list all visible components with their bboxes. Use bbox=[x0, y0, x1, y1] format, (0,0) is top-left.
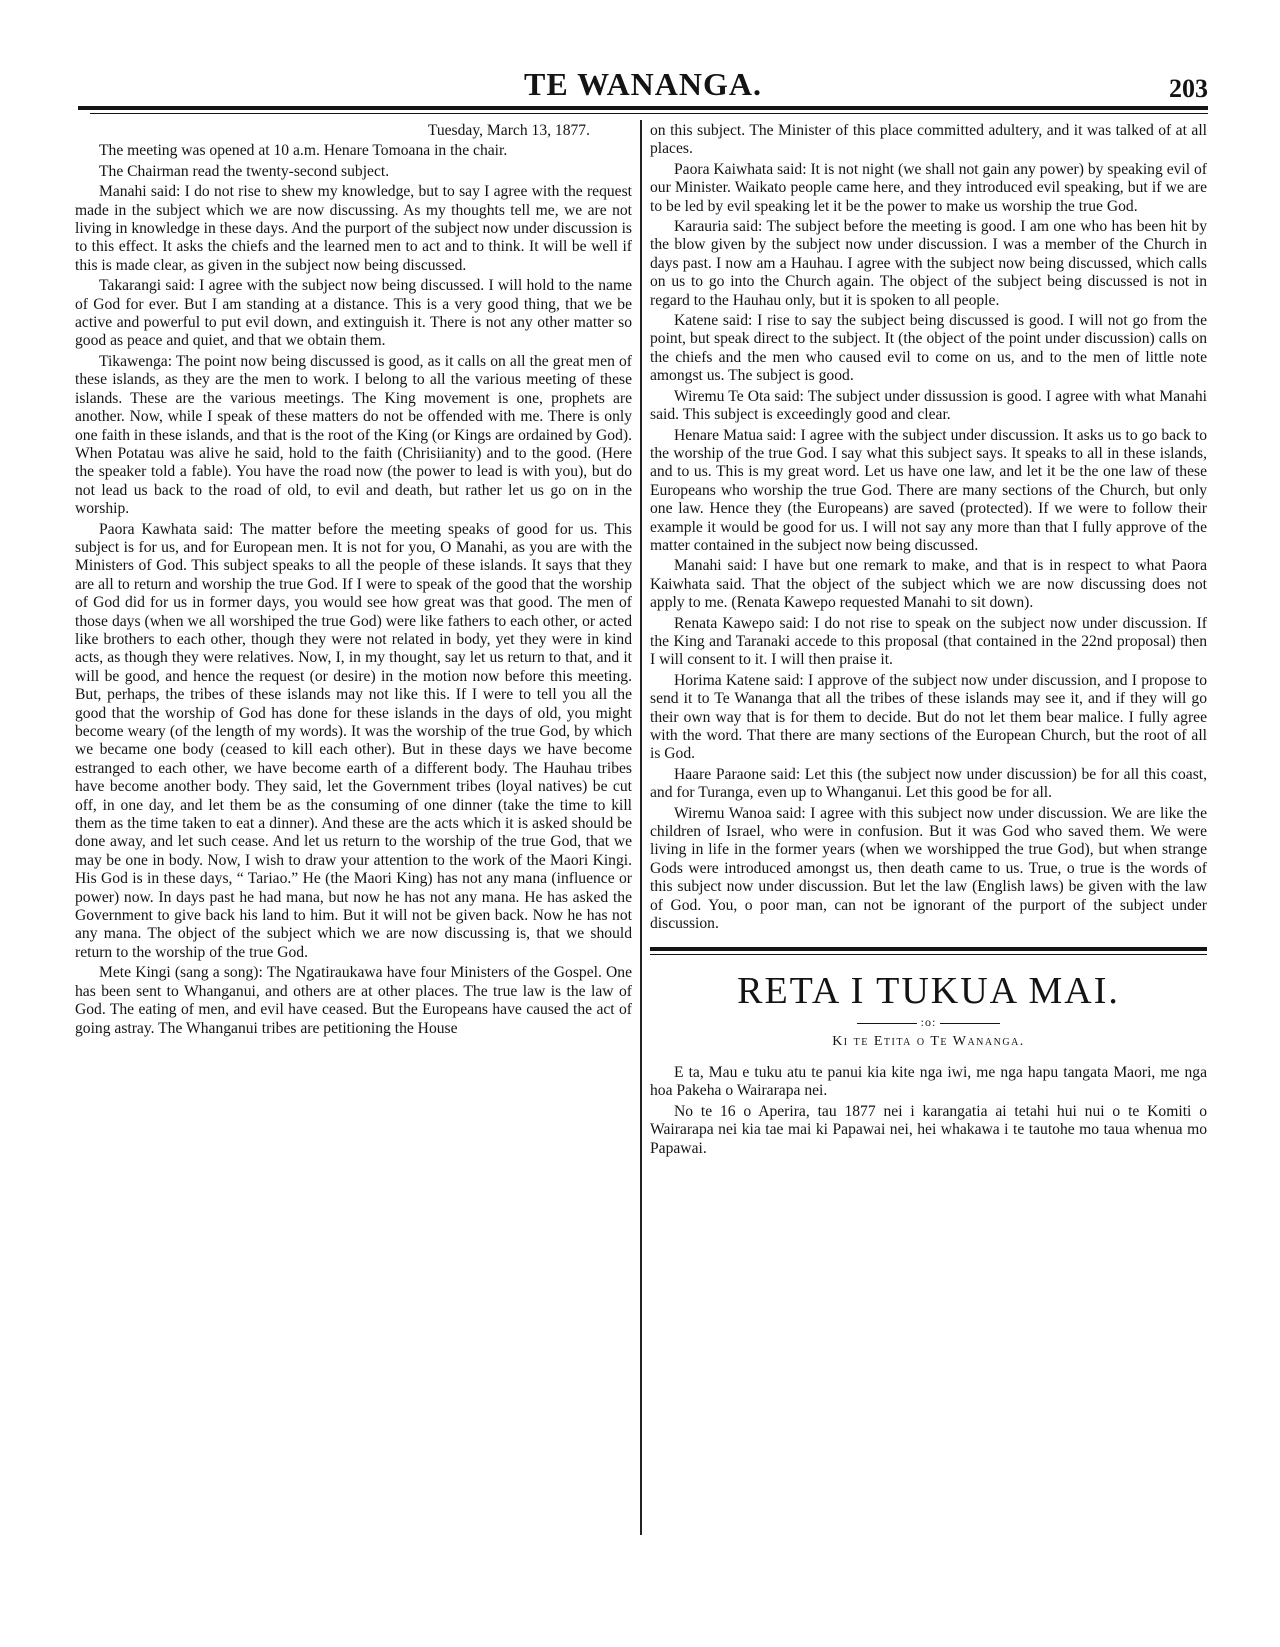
paragraph: Manahi said: I have but one remark to make, and that is in respect to what Paora Kaiwhata said. That the object of the subject which we are now discussing does not apply to me. (Renata Kawepo requested Manahi to sit down). bbox=[650, 557, 1207, 612]
paragraph: Paora Kaiwhata said: It is not night (we shall not gain any power) by speaking evil of our Minister. Waikato people came here, and they introduced evil speaking, but if we are to be led by evil speaking let it be the power to make us worship the true God. bbox=[650, 160, 1207, 215]
paragraph: Karauria said: The subject before the meeting is good. I am one who has been hit by the blow given by the subject now under discussion. I was a member of the Church in days past. I now am a Hauhau. I agree with the subject now being discussed, which calls on us to go into the Church again. The object of the subject being discussed is not in regard to the Hauhau only, but it is spoken to all people. bbox=[650, 218, 1207, 309]
right-column bbox=[650, 122, 1207, 1527]
section-rule bbox=[650, 947, 1207, 951]
paragraph: The meeting was opened at 10 a.m. Henare Tomoana in the chair. bbox=[99, 142, 508, 160]
header-rule bbox=[78, 106, 1208, 110]
left-column bbox=[75, 122, 632, 1527]
paragraph: E ta, Mau e tuku atu te panui kia kite nga iwi, me nga hapu tangata Maori, me nga hoa Pakeha o Wairarapa nei. bbox=[650, 1063, 1207, 1100]
paragraph: Haare Paraone said: Let this (the subject now under discussion) be for all this coast, and for Turanga, even up to Whanganui. Let this good be for all. bbox=[650, 765, 1207, 802]
meeting-date: Tuesday, March 13, 1877. bbox=[427, 122, 590, 139]
divider-line bbox=[940, 1023, 1000, 1024]
reta-heading: RETA I TUKUA MAI. bbox=[737, 970, 1120, 1013]
divider-line bbox=[857, 1023, 917, 1024]
column-divider bbox=[640, 120, 642, 1535]
paragraph: Mete Kingi (sang a song): The Ngatiraukawa have four Ministers of the Gospel. One has been sent to Whanganui, and others are at other places. The true law is the law of God. The eating of men, and evil have ceased. But the Europeans have caused the act of going astray. The Whanganui tribes are petitioning the House bbox=[75, 964, 632, 1037]
paragraph: Renata Kawepo said: I do not rise to speak on the subject now under discussion. If the King and Taranaki accede to this proposal (that contained in the 22nd proposal) then I will consent to it. I will then praise it. bbox=[650, 614, 1207, 669]
reta-divider bbox=[650, 1015, 1207, 1029]
paragraph: No te 16 o Aperira, tau 1877 nei i karangatia ai tetahi hui nui o te Komiti o Wairarapa nei kia tae mai ki Papawai nei, hei whakawa i te tautohe mo taua whenua mo Papawai. bbox=[650, 1102, 1207, 1157]
page-number: 203 bbox=[1169, 74, 1208, 103]
section-rule-thin bbox=[650, 954, 1207, 955]
paragraph: Paora Kawhata said: The matter before the meeting speaks of good for us. This subject is for us, and for European men. It is not for you, O Manahi, as you are with the Ministers of God. This subject speaks to all the people of these islands. It says that they are all to return and worship the true God. If I were to speak of the good that the worship of God did for us in former days, you would see how great was that good. The men of those days (when we all worshiped the true God) were like fathers to each other, or acted like brothers to each other, though they were not related in body, yet they were in kind acts, as though they were relatives. Now, I, in my thought, say let us return to that, and it will be good, and hence the request (or desire) in the motion now before this meeting. But, perhaps, the tribes of these islands may not like this. If I were to tell you all the good that the worship of God has done for these islands in the days of old, you might become weary (of the length of my words). It was the worship of the true God, by which we became one body (ceased to kill each other). But in these days we have become estranged to each other, we have become earth of a different body. The Hauhau tribes have become another body. They said, let the Government tribes (loyal natives) be cut off, in one day, and let them be as the consuming of one dinner (take the time to kill them as the time taken to eat a dinner). And these are the acts which it is asked should be done away, and let such cease. And let us return to the worship of the true God, that we may be one in body. Now, I wish to draw your attention to the work of the Maori Kingi. His God is in these days, “ Tariao.” He (the Maori King) has not any mana (influence or power) now. In days past he had mana, but now he has not any mana. He has asked the Government to give back his land to him. But it will not be given back. Now he has not any mana. The object of the subject which we are now discussing is, that we should return to the worship of the true God. bbox=[75, 520, 632, 961]
newspaper-title: TE WANANGA. bbox=[524, 66, 762, 102]
paragraph: Horima Katene said: I approve of the subject now under discussion, and I propose to send it to Te Wananga that all the tribes of these islands may see it, and if they will go their own way that is for them to decide. But do not let them bear malice. I fully agree with the word. That there are many sections of the European Church, but the root of all is God. bbox=[650, 671, 1207, 763]
paragraph-continued: on this subject. The Minister of this place committed adultery, and it was talked of at all places. bbox=[650, 122, 1207, 158]
paragraph: Manahi said: I do not rise to shew my knowledge, but to say I agree with the request made in the subject which we are now discussing. As my thoughts tell me, we are not living in knowledge in these days. And the purport of the subject now under discussion is to this effect. It asks the chiefs and the learned men to act and to think. It will be well if this is made clear, as given in the subject now being discussed. bbox=[75, 183, 632, 274]
paragraph: Wiremu Wanoa said: I agree with this subject now under discussion. We are like the children of Israel, who were in confusion. But it was God who saved them. We were living in life in the former years (when we worshipped the true God), but when strange Gods were introduced amongst us, then death came to us. True, o true is the words of this subject now under discussion. But let the law (English laws) be given with the law of God. You, o poor man, can not be ignorant of the purport of the subject under discussion. bbox=[650, 804, 1207, 933]
paragraph: Henare Matua said: I agree with the subject under discussion. It asks us to go back to the worship of the true God. I say what this subject says. It speaks to all in these islands, and to us. This is my great word. Let us have one law, and let it be the one law of these Europeans who worship the true God. There are many sections of the Church, but only one law. Hence they (the Europeans) are saved (protected). If we were to follow their example it would be good for us. I will not say any more than that I fully approve of the matter contained in the subject now being discussed. bbox=[650, 426, 1207, 554]
page-header bbox=[78, 66, 1208, 106]
header-rule-thin bbox=[90, 113, 1208, 114]
paragraph: Takarangi said: I agree with the subject now being discussed. I will hold to the name of God for ever. But I am standing at a distance. This is a very good thing, that we be active and powerful to put evil down, and extinguish it. There is not any other matter so good as peace and quiet, and that we obtain them. bbox=[75, 277, 632, 350]
divider-mark: :o: bbox=[920, 1015, 937, 1030]
paragraph: Tikawenga: The point now being discussed is good, as it calls on all the great men of these islands, as they are the men to work. I belong to all the various meeting of these islands. These are the various meetings. The King movement is one, prophets are another. Now, while I speak of these matters do not be offended with me. There is only one faith in these islands, and that is the root of the King (or Kings are ordained by God). When Potatau was alive he said, hold to the faith (Chrisiianity) and to the good. (Here the speaker told a fable). You have the road now (the power to lead is with you), but do not lead us back to the road of old, to evil and death, but rather let us go on in the worship. bbox=[75, 352, 632, 518]
paragraph: The Chairman read the twenty-second subject. bbox=[99, 162, 390, 180]
paragraph: Katene said: I rise to say the subject being discussed is good. I will not go from the point, but speak direct to the subject. It (the object of the point under discussion) calls on the chiefs and the men who caused evil to come on us, and to the men of little note amongst us. The subject is good. bbox=[650, 312, 1207, 385]
paragraph: Wiremu Te Ota said: The subject under dissussion is good. I agree with what Manahi said. This subject is exceedingly good and clear. bbox=[650, 387, 1207, 424]
reta-subtitle: Ki te Etita o Te Wananga. bbox=[832, 1034, 1025, 1050]
